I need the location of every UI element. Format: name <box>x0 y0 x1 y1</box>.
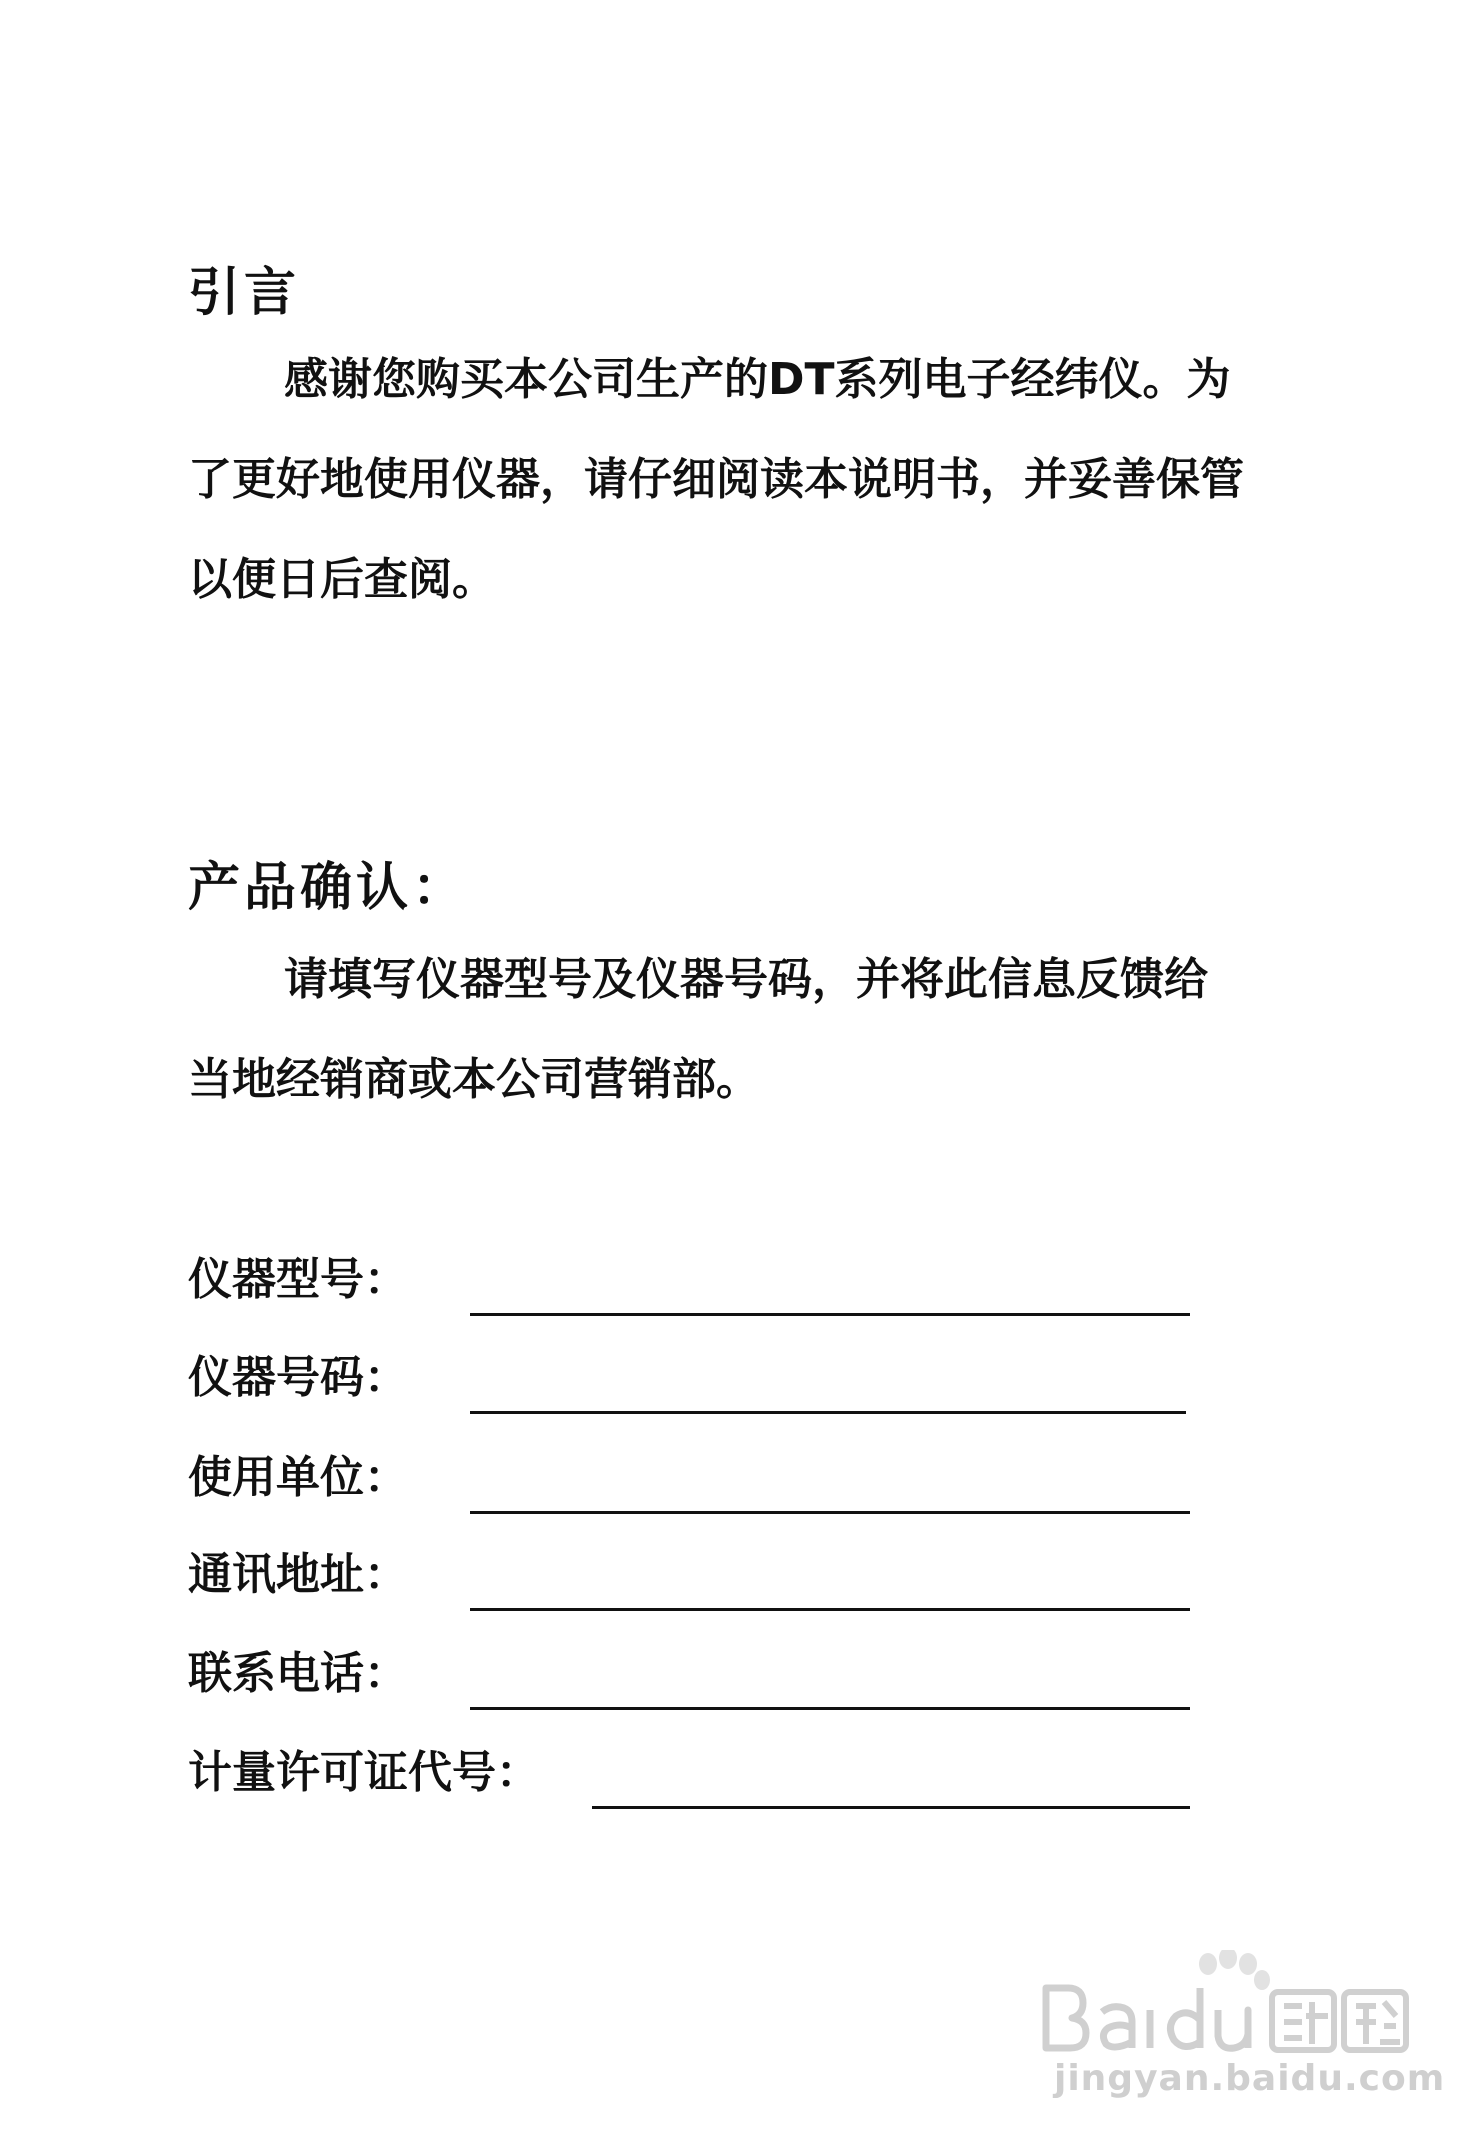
form-blank-phone[interactable] <box>470 1707 1190 1710</box>
form-label-model: 仪器型号： <box>188 1254 408 1305</box>
form-field-phone <box>188 1644 1288 1714</box>
form-label-address: 通讯地址： <box>188 1549 408 1600</box>
confirm-line-1: 请填写仪器型号及仪器号码，并将此信息反馈给 <box>284 954 1208 1005</box>
baidu-jingyan-watermark <box>1040 1930 1446 2120</box>
intro-line-3: 以便日后查阅。 <box>188 554 496 605</box>
confirm-line-2: 当地经销商或本公司营销部。 <box>188 1054 760 1105</box>
intro-line-2: 了更好地使用仪器，请仔细阅读本说明书，并妥善保管 <box>188 454 1244 505</box>
baidu-paw-logo-icon <box>1040 1950 1420 2060</box>
form-blank-model[interactable] <box>470 1313 1190 1316</box>
form-blank-unit[interactable] <box>470 1511 1190 1514</box>
confirm-heading: 产品确认： <box>188 858 469 918</box>
confirm-paragraph <box>188 930 1298 1130</box>
form-blank-license[interactable] <box>592 1806 1190 1809</box>
form-label-phone: 联系电话： <box>188 1648 408 1699</box>
watermark-url: jingyan.baidu.com <box>1054 2058 1446 2099</box>
form-label-unit: 使用单位： <box>188 1452 408 1503</box>
form-blank-serial[interactable] <box>470 1411 1186 1414</box>
form-label-license: 计量许可证代号： <box>188 1747 540 1798</box>
form-label-serial: 仪器号码： <box>188 1352 408 1403</box>
form-blank-address[interactable] <box>470 1608 1190 1611</box>
form-field-address <box>188 1545 1288 1615</box>
intro-line-1: 感谢您购买本公司生产的DT系列电子经纬仪。为 <box>284 354 1231 405</box>
form-field-model <box>188 1250 1288 1320</box>
form-field-license <box>188 1743 1288 1813</box>
form-field-unit <box>188 1448 1288 1518</box>
intro-paragraph <box>188 330 1298 630</box>
intro-heading: 引言 <box>188 263 301 323</box>
form-field-serial <box>188 1348 1288 1418</box>
